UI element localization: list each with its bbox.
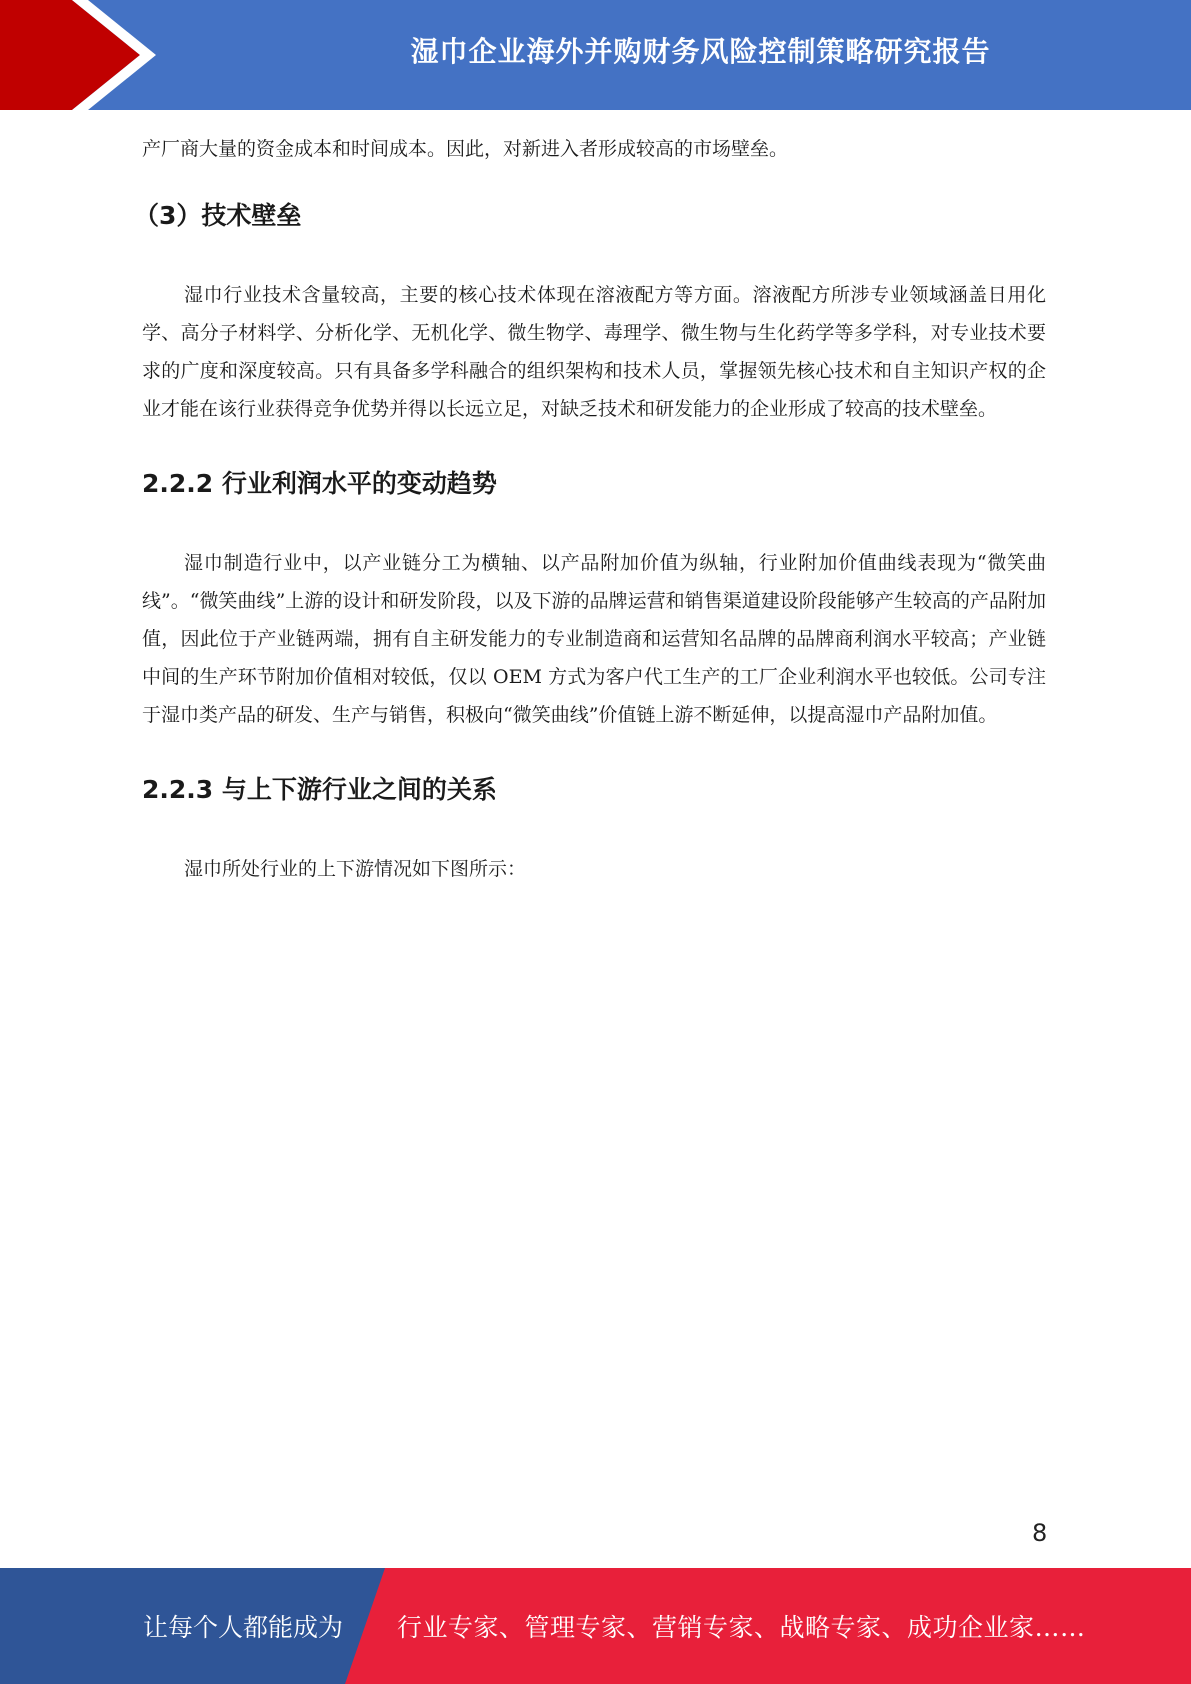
heading-technical-barrier: （3）技术壁垒 <box>134 201 302 230</box>
footer-slogan-left: 让每个人都能成为 <box>143 1613 344 1642</box>
document-title: 湿巾企业海外并购财务风险控制策略研究报告 <box>410 35 991 68</box>
paragraph-profit-trend: 湿巾制造行业中，以产业链分工为横轴、以产品附加价值为纵轴，行业附加价值曲线表现为“微笑曲线”。“微笑曲线”上游的设计和研发阶段，以及下游的品牌运营和销售渠道建设阶段能够产生较高的产品附加值，因此位于产业链两端，拥有自主研发能力的专业制造商和运营知名品牌的品牌商利润水平较高；产业链中间的生产环节附加价值相对较低，仅以 OEM 方式为客户代工生产的工厂企业利润水平也较低。公司专注于湿巾类产品的研发、生产与销售，积极向“微笑曲线”价值链上游不断延伸，以提高湿巾产品附加值。 <box>142 552 1046 726</box>
page-header <box>0 0 1191 110</box>
page-footer <box>0 1568 1191 1684</box>
page-content <box>134 130 1046 888</box>
footer-slogan-right: 行业专家、管理专家、营销专家、战略专家、成功企业家…… <box>397 1613 1086 1642</box>
paragraph-upstream-downstream: 湿巾所处行业的上下游情况如下图所示： <box>184 858 527 880</box>
paragraph-technical-barrier: 湿巾行业技术含量较高，主要的核心技术体现在溶液配方等方面。溶液配方所涉专业领域涵盖日用化学、高分子材料学、分析化学、无机化学、微生物学、毒理学、微生物与生化药学等多学科，对专业技术要求的广度和深度较高。只有具备多学科融合的组织架构和技术人员，掌握领先核心技术和自主知识产权的企业才能在该行业获得竞争优势并得以长远立足，对缺乏技术和研发能力的企业形成了较高的技术壁垒。 <box>142 284 1046 420</box>
paragraph-continuation: 产厂商大量的资金成本和时间成本。因此，对新进入者形成较高的市场壁垒。 <box>142 138 789 160</box>
heading-section-2-2-2: 2.2.2 行业利润水平的变动趋势 <box>142 469 497 498</box>
page-number: 8 <box>1032 1519 1048 1547</box>
heading-section-2-2-3: 2.2.3 与上下游行业之间的关系 <box>142 775 497 804</box>
